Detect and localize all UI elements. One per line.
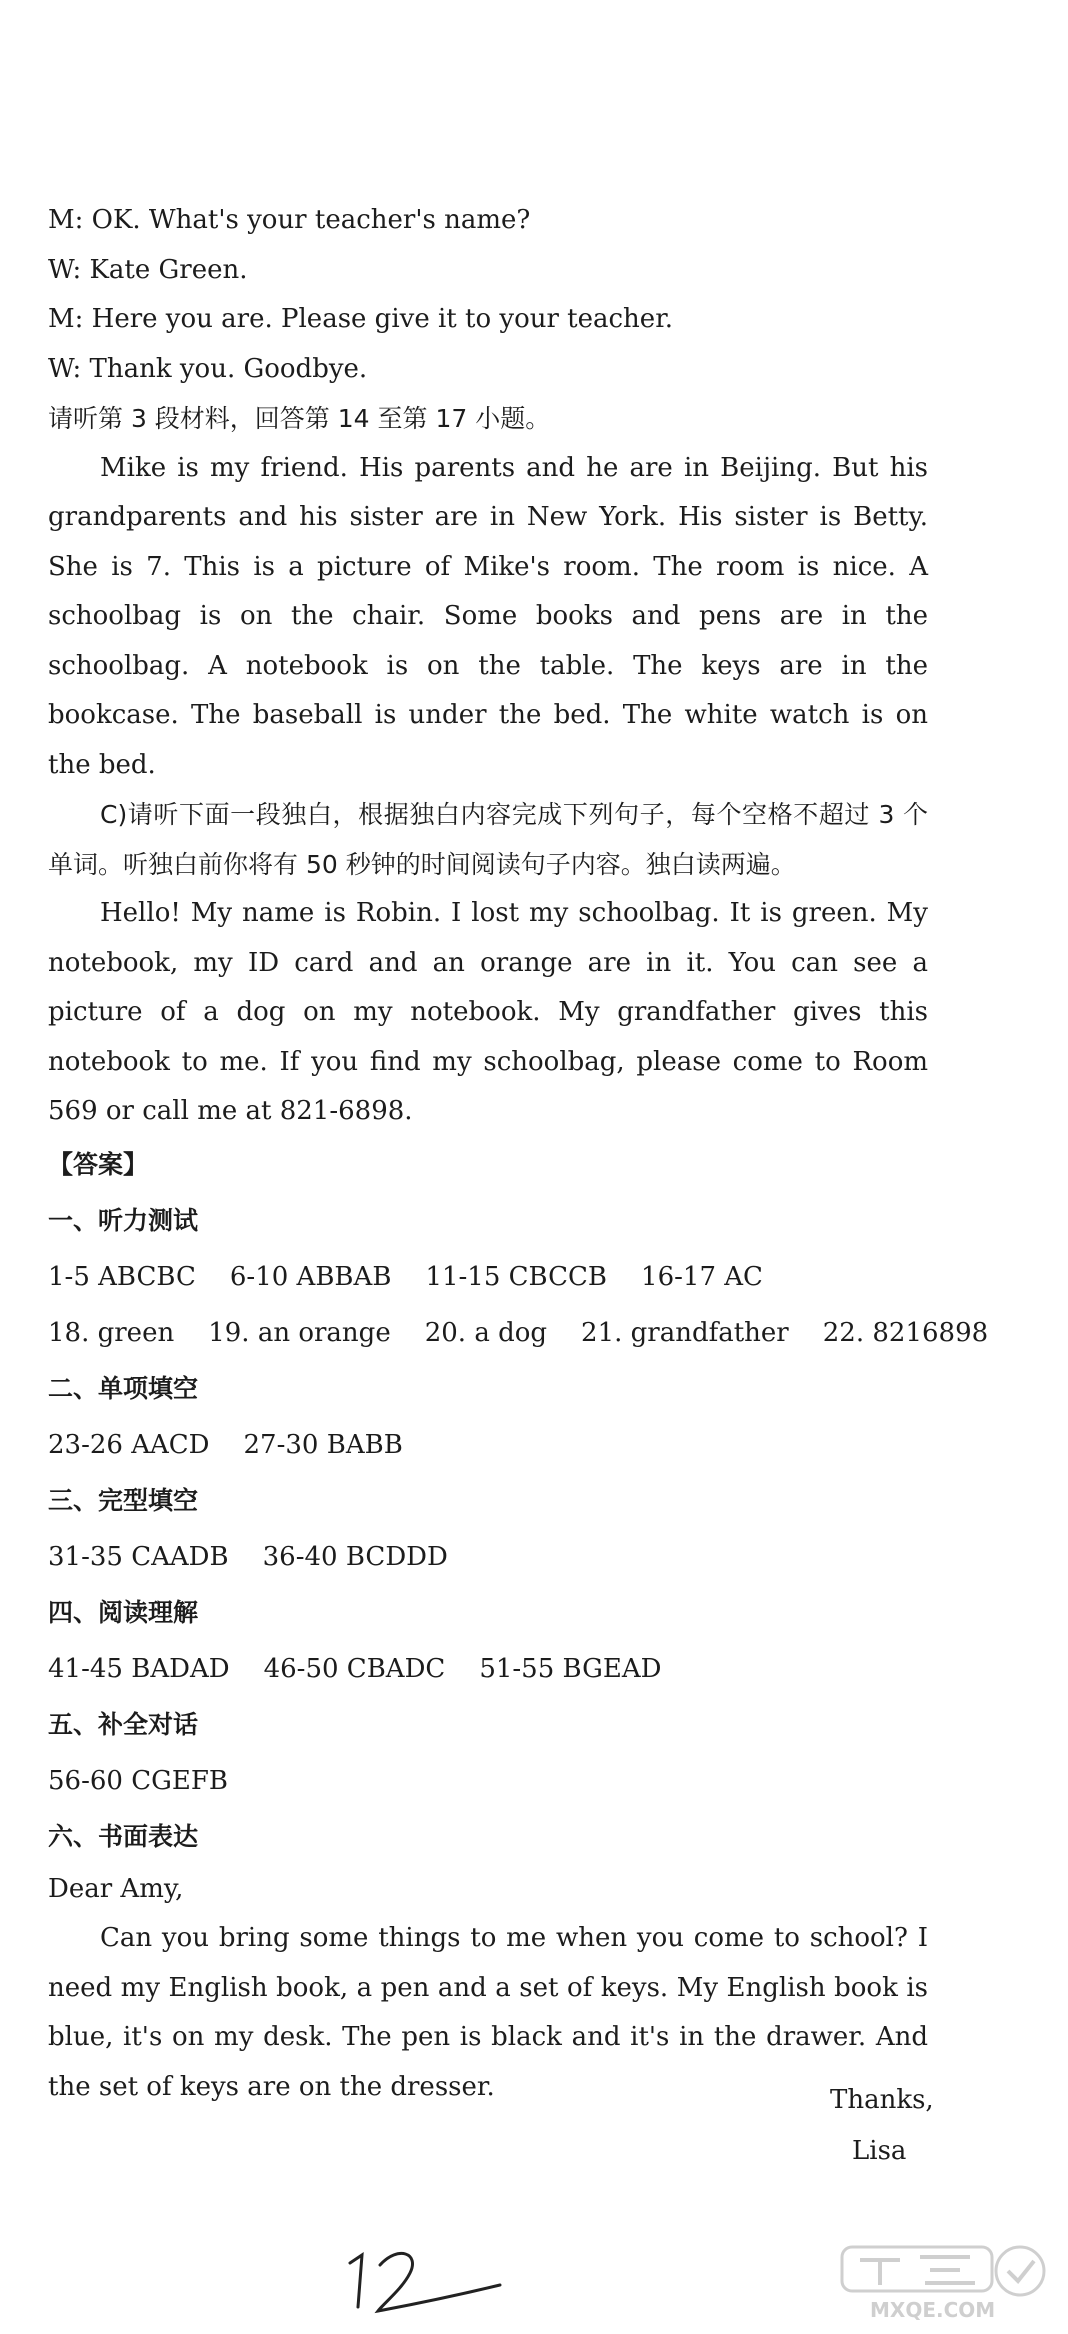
answer-item: 51-55 BGEAD: [479, 1653, 662, 1684]
speaker: W: [48, 353, 73, 384]
monologue-passage: Hello! My name is Robin. I lost my schoolbag. It is green. My notebook, my ID card and an orange are in it. You can see a picture of a dog on my notebook. My grandfather gives this notebook to me. If you find my schoolbag, please come to Room 569 or call me at 821-6898.: [48, 898, 928, 1126]
answer-section-title: 五、补全对话: [48, 1709, 199, 1739]
answer-item: 19. an orange: [208, 1317, 391, 1348]
dialogue-line: W: Kate Green.: [48, 254, 248, 285]
document-content: [48, 196, 989, 2112]
svg-text:MXQE.COM: MXQE.COM: [870, 2298, 996, 2322]
answer-item: 36-40 BCDDD: [262, 1541, 448, 1572]
answer-row: [48, 1529, 928, 1585]
letter-signature: Lisa: [852, 2136, 907, 2166]
answer-item: 20. a dog: [424, 1317, 548, 1348]
answer-item: 11-15 CBCCB: [425, 1261, 608, 1292]
answer-item: 23-26 AACD: [48, 1429, 210, 1460]
answer-item: 18. green: [48, 1317, 175, 1348]
answer-section-title: 六、书面表达: [48, 1821, 199, 1851]
letter-greeting: Dear Amy,: [48, 1873, 184, 1904]
dialogue-line: W: Thank you. Goodbye.: [48, 353, 368, 384]
answer-item: 46-50 CBADC: [263, 1653, 446, 1684]
dialogue: [48, 196, 928, 394]
answer-item: 56-60 CGEFB: [48, 1765, 229, 1796]
answer-row: [48, 1249, 928, 1305]
dialogue-text: Here you are. Please give it to your teacher.: [91, 304, 674, 334]
letter-body: Can you bring some things to me when you come to school? I need my English book, a pen and a set of keys. My English book is blue, it's on my desk. The pen is black and it's in the drawer. And the set of keys are on the dresser.: [48, 1923, 928, 2102]
answer-item: 6-10 ABBAB: [229, 1261, 392, 1292]
handwritten-page-number: [340, 2245, 520, 2315]
answer-item: 41-45 BADAD: [48, 1653, 230, 1684]
dialogue-text: Kate Green.: [89, 254, 248, 285]
answer-title: 【答案】: [48, 1149, 149, 1179]
answer-section-title: 二、单项填空: [48, 1373, 199, 1403]
answer-row: [48, 1753, 928, 1809]
watermark-logo: [840, 2245, 1060, 2325]
answer-sections: [48, 1193, 989, 1865]
answer-section-title: 一、听力测试: [48, 1205, 199, 1235]
answer-row: [48, 1305, 989, 1361]
answer-section-title: 四、阅读理解: [48, 1597, 199, 1627]
speaker: M: [48, 304, 75, 334]
material3-instruction: 请听第 3 段材料，回答第 14 至第 17 小题。: [48, 404, 551, 433]
dialogue-line: M: OK. What's your teacher's name?: [48, 205, 531, 235]
answer-item: 21. grandfather: [581, 1317, 789, 1348]
answer-item: 16-17 AC: [641, 1261, 763, 1292]
dialogue-text: Thank you. Goodbye.: [89, 353, 368, 384]
answer-section-title: 三、完型填空: [48, 1485, 199, 1515]
answer-item: 22. 8216898: [822, 1317, 989, 1348]
material3-passage: Mike is my friend. His parents and he are in Beijing. But his grandparents and his sister are in New York. His sister is Betty. She is 7. This is a picture of Mike's room. The room is nice. A schoolbag is on the chair. Some books and pens are in the schoolbag. A notebook is on the table. The keys are in the bookcase. The baseball is under the bed. The white watch is on the bed.: [48, 452, 928, 780]
answer-row: [48, 1417, 928, 1473]
letter-closing: Thanks,: [830, 2085, 934, 2115]
answer-item: 27-30 BABB: [243, 1429, 403, 1460]
answer-item: 1-5 ABCBC: [48, 1261, 196, 1292]
speaker: M: [48, 205, 75, 235]
answer-item: 31-35 CAADB: [48, 1541, 229, 1572]
section-c-instruction: C)请听下面一段独白，根据独白内容完成下列句子，每个空格不超过 3 个单词。听独白前你将有 50 秒钟的时间阅读句子内容。独白读两遍。: [48, 800, 928, 879]
dialogue-line: M: Here you are. Please give it to your teacher.: [48, 304, 674, 334]
dialogue-text: OK. What's your teacher's name?: [91, 205, 531, 235]
answer-row: [48, 1641, 928, 1697]
speaker: W: [48, 254, 73, 285]
